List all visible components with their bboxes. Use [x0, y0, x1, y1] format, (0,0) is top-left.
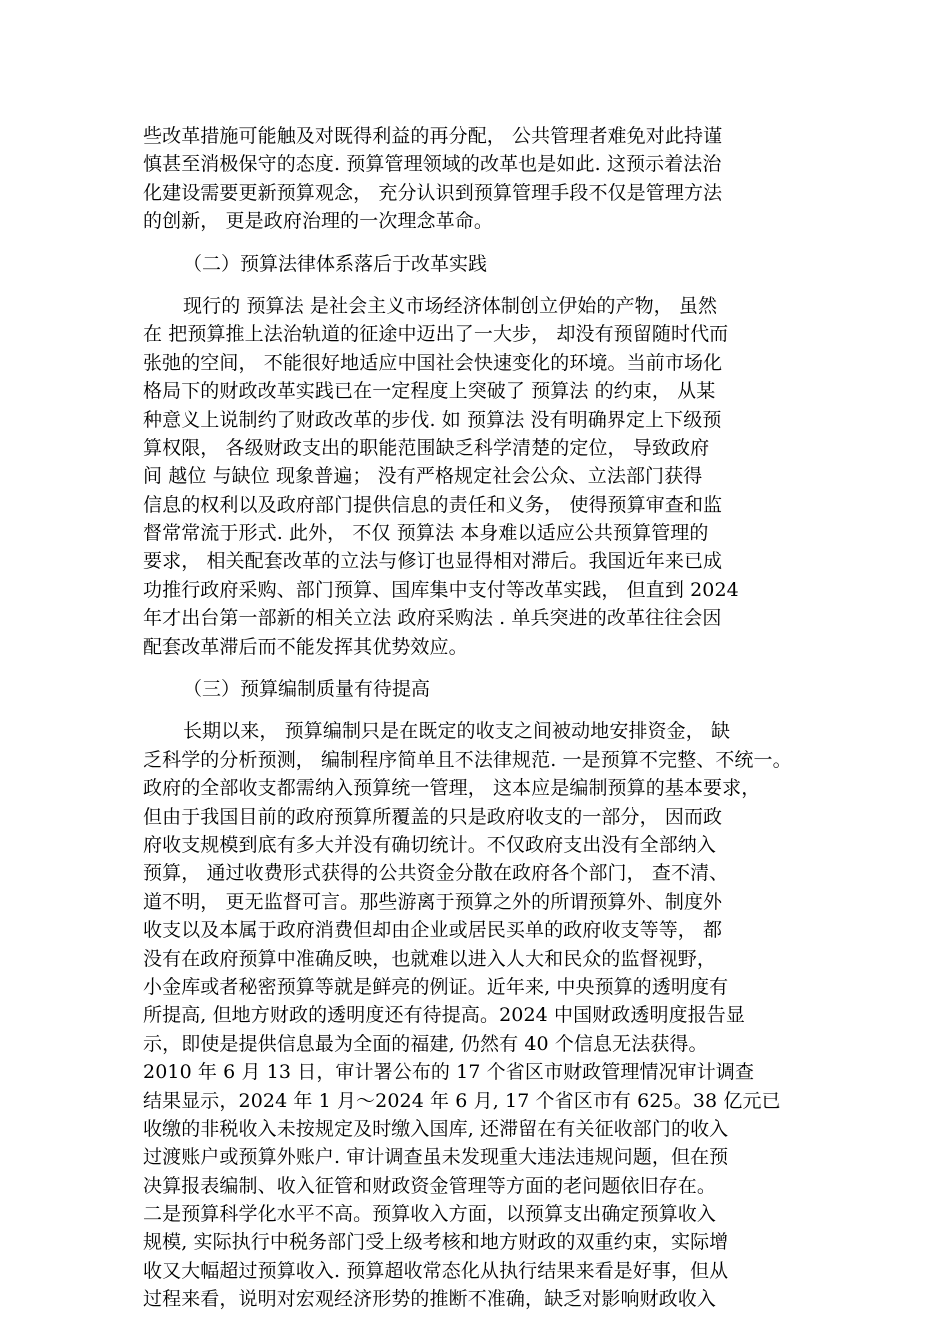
text-line: 道不明， 更无监督可言。那些游离于预算之外的所谓预算外、制度外 — [143, 890, 723, 913]
text-line: 张弛的空间， 不能很好地适应中国社会快速变化的环境。当前市场化 — [143, 351, 723, 374]
text-line: 小金库或者秘密预算等就是鲜亮的例证。近年来, 中央预算的透明度有 — [143, 975, 729, 998]
text-line: 2010 年 6 月 13 日，审计署公布的 17 个省区市财政管理情况审计调查 — [143, 1061, 755, 1084]
text-line: 年才出台第一部新的相关立法 政府采购法 . 单兵突进的改革往往会因 — [143, 607, 722, 630]
text-line: 所提高, 但地方财政的透明度还有待提高。2024 中国财政透明度报告显 — [143, 1004, 745, 1027]
text-line: 过渡账户或预算外账户. 审计调查虽未发现重大违法违规问题，但在预 — [143, 1146, 729, 1169]
text-line: 长期以来， 预算编制只是在既定的收支之间被动地安排资金， 缺 — [183, 720, 731, 743]
text-line: 信息的权利以及政府部门提供信息的责任和义务， 使得预算审查和监 — [143, 493, 723, 516]
document-page — [143, 122, 813, 1314]
text-line: 慎甚至消极保守的态度. 预算管理领域的改革也是如此. 这预示着法治 — [143, 153, 722, 176]
text-line: 的创新， 更是政府治理的一次理念革命。 — [143, 210, 493, 233]
section-heading-budget-quality: （三）预算编制质量有待提高 — [183, 678, 431, 701]
text-line: 收支以及本属于政府消费但却由企业或居民买单的政府收支等等， 都 — [143, 919, 723, 942]
text-line: 府收支规模到底有多大并没有确切统计。不仅政府支出没有全部纳入 — [143, 833, 717, 856]
text-line: 功推行政府采购、部门预算、国库集中支付等改革实践， 但直到 2024 — [143, 578, 739, 601]
paragraph-reform-resistance — [143, 122, 813, 236]
text-line: 要求， 相关配套改革的立法与修订也显得相对滞后。我国近年来已成 — [143, 550, 723, 573]
text-line: 格局下的财政改革实践已在一定程度上突破了 预算法 的约束， 从某 — [143, 380, 716, 403]
text-line: 配套改革滞后而不能发挥其优势效应。 — [143, 635, 468, 658]
text-line: 示，即使是提供信息最为全面的福建, 仍然有 40 个信息无法获得。 — [143, 1032, 708, 1055]
text-line: 没有在政府预算中准确反映，也就难以进入人大和民众的监督视野， — [143, 947, 717, 970]
paragraph-budget-quality — [143, 717, 813, 1313]
text-line: 现行的 预算法 是社会主义市场经济体制创立伊始的产物， 虽然 — [183, 294, 718, 317]
paragraph-budget-law — [143, 292, 813, 661]
section-heading-budget-law: （二）预算法律体系落后于改革实践 — [183, 252, 488, 275]
text-line: 收又大幅超过预算收入. 预算超收常态化从执行结果来看是好事，但从 — [143, 1259, 729, 1282]
text-line: 过程来看，说明对宏观经济形势的推断不准确，缺乏对影响财政收入 — [143, 1288, 717, 1311]
text-line: 规模, 实际执行中税务部门受上级考核和地方财政的双重约束，实际增 — [143, 1231, 729, 1254]
text-line: 化建设需要更新预算观念， 充分认识到预算管理手段不仅是管理方法 — [143, 181, 723, 204]
text-line: 乏科学的分析预测， 编制程序简单且不法律规范. 一是预算不完整、不统一。 — [143, 748, 792, 771]
text-line: 间 越位 与缺位 现象普遍； 没有严格规定社会公众、立法部门获得 — [143, 465, 703, 488]
text-line: 收缴的非税收入未按规定及时缴入国库, 还滞留在有关征收部门的收入 — [143, 1117, 729, 1140]
text-line: 在 把预算推上法治轨道的征途中迈出了一大步， 却没有预留随时代而 — [143, 323, 729, 346]
text-line: 决算报表编制、收入征管和财政资金管理等方面的老问题依旧存在。 — [143, 1174, 717, 1197]
text-line: 种意义上说制约了财政改革的步伐. 如 预算法 没有明确界定上下级预 — [143, 408, 722, 431]
text-line: 算权限， 各级财政支出的职能范围缺乏科学清楚的定位， 导致政府 — [143, 436, 710, 459]
text-line: 预算， 通过收费形式获得的公共资金分散在政府各个部门， 查不清、 — [143, 862, 729, 885]
text-line: 结果显示，2024 年 1 月～2024 年 6 月, 17 个省区市有 625。38 亿元已 — [143, 1089, 781, 1112]
text-line: 督常常流于形式. 此外， 不仅 预算法 本身难以适应公共预算管理的 — [143, 522, 709, 545]
text-line: 二是预算科学化水平不高。预算收入方面，以预算支出确定预算收入 — [143, 1203, 717, 1226]
text-line: 但由于我国目前的政府预算所覆盖的只是政府收支的一部分， 因而政 — [143, 805, 723, 828]
text-line: 政府的全部收支都需纳入预算统一管理， 这本应是编制预算的基本要求， — [143, 777, 761, 800]
text-line: 些改革措施可能触及对既得利益的再分配， 公共管理者难免对此持谨 — [143, 125, 723, 147]
